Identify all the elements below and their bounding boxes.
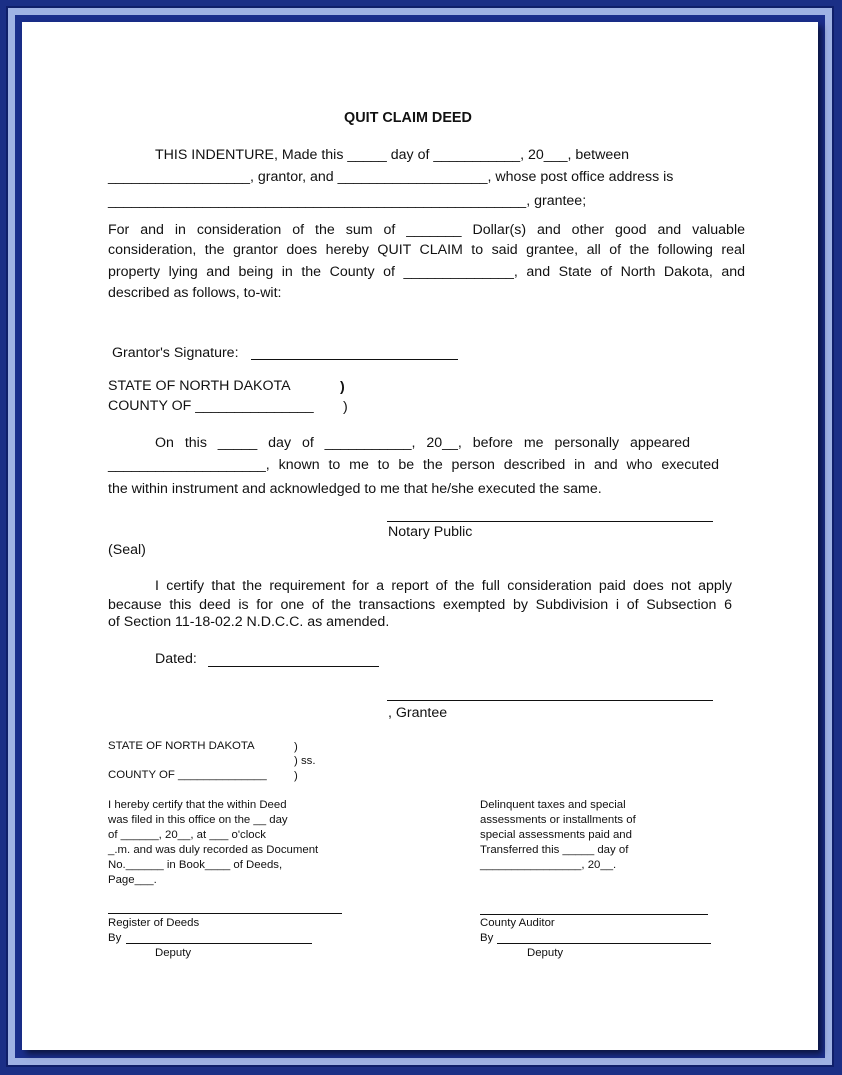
auditor-line-5: ________________, 20__. [480,859,617,871]
dated-line [208,666,379,667]
recording-state: STATE OF NORTH DAKOTA [108,740,255,752]
register-signature-line [108,913,342,914]
grantee-signature-line [387,700,713,701]
register-line-5: No.______ in Book____ of Deeds, [108,859,283,871]
auditor-signature-line [480,914,708,915]
acknowledgment-line-2: ____________________, known to me to be the person described in and who executed [108,457,719,473]
notary-signature-line [387,521,713,522]
consideration-line-2: consideration, the grantor does hereby QUIT CLAIM to said grantee, all of the following real [108,242,745,258]
auditor-by: By [480,932,494,944]
register-line-2: was filed in this office on the __ day [108,814,288,826]
certify-line-2: because this deed is for one of the transactions exempted by Subdivision i of Subsection 6 [108,597,732,613]
register-line-1: I hereby certify that the within Deed [108,799,287,811]
grantor-signature-label: Grantor's Signature: [112,345,239,361]
auditor-line-2: assessments or installments of [480,814,636,826]
recording-county: COUNTY OF ______________ [108,769,267,781]
document-title: QUIT CLAIM DEED [344,110,472,126]
intro-line-3: _____________________________________________________, grantee; [108,193,587,209]
document-page [22,22,818,1050]
grantor-signature-line [251,359,458,360]
consideration-line-4: described as follows, to-wit: [108,285,282,301]
venue-county: COUNTY OF _______________ [108,398,314,414]
dated-label: Dated: [155,651,197,667]
acknowledgment-line-3: the within instrument and acknowledged to me that he/she executed the same. [108,481,602,497]
grantee-label: , Grantee [388,705,448,721]
notary-public-label: Notary Public [388,524,473,540]
intro-line-1: THIS INDENTURE, Made this _____ day of ___________, 20___, between [155,147,629,163]
recording-paren-1: ) [294,741,298,753]
recording-paren-2: ) [294,770,298,782]
certify-line-1: I certify that the requirement for a report of the full consideration paid does not apply [155,578,732,594]
auditor-by-line [497,943,711,944]
intro-line-2: __________________, grantor, and ___________________, whose post office address is [108,169,674,185]
acknowledgment-line-1: On this _____ day of ___________, 20__, before me personally appeared [155,435,690,451]
recording-ss: ) ss. [294,755,316,767]
register-line-4: _.m. and was duly recorded as Document [108,844,319,856]
register-title: Register of Deeds [108,917,200,929]
auditor-title: County Auditor [480,917,555,929]
register-deputy: Deputy [155,947,192,959]
certify-line-3: of Section 11-18-02.2 N.D.C.C. as amended. [108,614,390,630]
venue-state-paren: ) [340,379,345,395]
consideration-line-3: property lying and being in the County of ______________, and State of North Dakota, and [108,264,745,280]
auditor-line-4: Transferred this _____ day of [480,844,629,856]
seal-label: (Seal) [108,542,146,558]
consideration-line-1: For and in consideration of the sum of _______ Dollar(s) and other good and valuable [108,222,745,238]
register-by: By [108,932,122,944]
venue-county-paren: ) [343,399,348,415]
auditor-deputy: Deputy [527,947,564,959]
auditor-line-3: special assessments paid and [480,829,632,841]
venue-state: STATE OF NORTH DAKOTA [108,378,291,394]
register-by-line [126,943,312,944]
register-line-6: Page___. [108,874,157,886]
auditor-line-1: Delinquent taxes and special [480,799,626,811]
register-line-3: of ______, 20__, at ___ o'clock [108,829,266,841]
